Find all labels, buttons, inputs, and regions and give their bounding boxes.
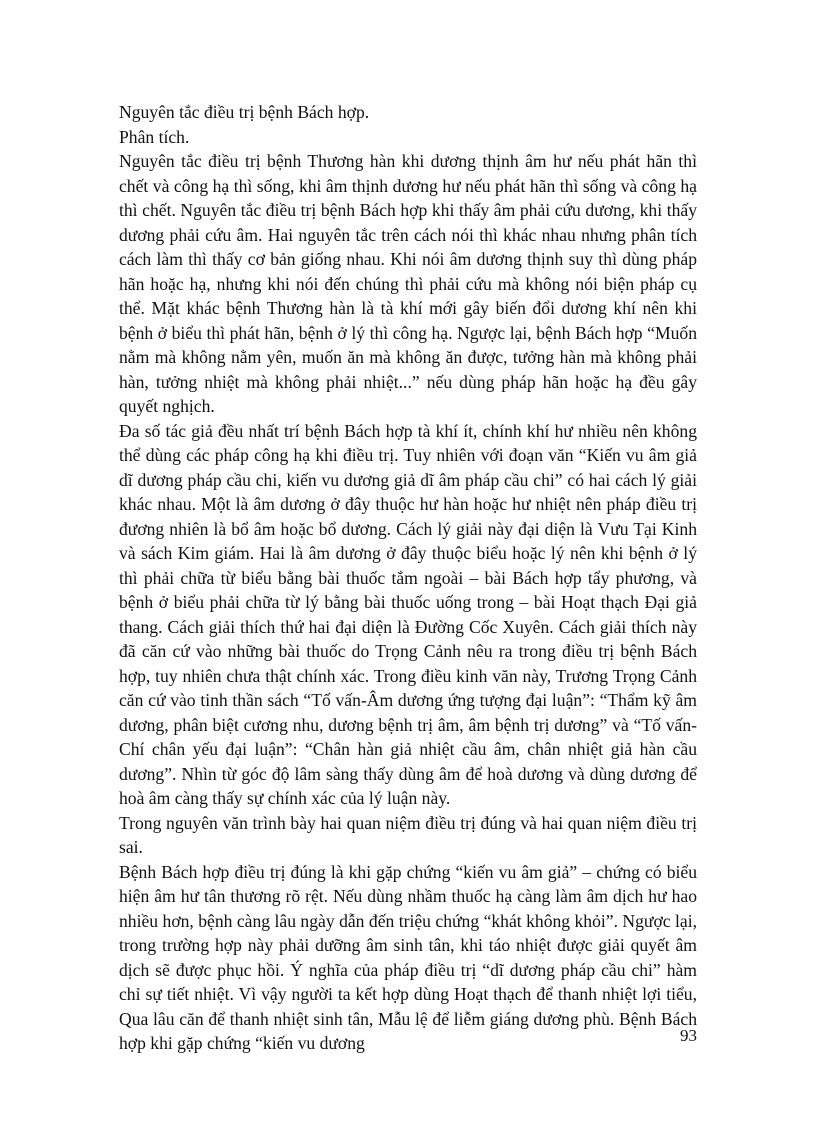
section-heading: Nguyên tắc điều trị bệnh Bách hợp. — [119, 102, 370, 122]
section-subheading: Phân tích. — [119, 126, 190, 147]
paragraph: Đa số tác giả đều nhất trí bệnh Bách hợp tà khí ít, chính khí hư nhiều nên không thể dùng các pháp công hạ khi điều trị. Tuy nhiên với đoạn văn “Kiến vu âm giả dĩ dương pháp cầu chi, kiến vu dương giả dĩ âm pháp cầu chi” có hai cách lý giải khác nhau. Một là âm dương ở đây thuộc hư hàn hoặc hư nhiệt nên pháp điều trị đương nhiên là bổ âm hoặc bổ dương. Cách lý giải này đại diện là Vưu Tại Kinh và sách Kim giám. Hai là âm dương ở đây thuộc biểu hoặc lý nên khi bệnh ở lý thì phải chữa từ biểu bằng bài thuốc tắm ngoài – bài Bách hợp tẩy phương, và bệnh ở biểu phải chữa từ lý bằng bài thuốc uống trong – bài Hoạt thạch Đại giả thang. Cách giải thích thứ hai đại diện là Đường Cốc Xuyên. Cách giải thích này đã căn cứ vào những bài thuốc do Trọng Cảnh nêu ra trong điều trị bệnh Bách hợp, tuy nhiên chưa thật chính xác. Trong điều kinh văn này, Trương Trọng Cảnh căn cứ vào tinh thần sách “Tố vấn-Âm dương ứng tượng đại luận”: “Thẩm kỹ âm dương, phân biệt cương nhu, dương bệnh trị âm, âm bệnh trị dương” và “Tố vấn-Chí chân yếu đại luận”: “Chân hàn giả nhiệt cầu âm, chân nhiệt giả hàn cầu dương”. Nhìn từ góc độ lâm sàng thấy dùng âm để hoà dương và dùng dương để hoà âm càng thấy sự chính xác của lý luận này. — [119, 420, 697, 808]
document-body — [119, 100, 697, 1056]
paragraph: Nguyên tắc điều trị bệnh Thương hàn khi dương thịnh âm hư nếu phát hãn thì chết và công hạ thì sống, khi âm thịnh dương hư nếu phát hãn thì sống và công hạ thì chết. Nguyên tắc điều trị bệnh Bách hợp khi thấy âm phải cứu dương, khi thấy dương phải cứu âm. Hai nguyên tắc trên cách nói thì khác nhau nhưng phân tích cách làm thì thấy cơ bản giống nhau. Khi nói âm dương thịnh suy thì dùng pháp hãn hoặc hạ, nhưng khi nói đến chúng thì phải cứu mà không nói biện pháp cụ thể. Mặt khác bệnh Thương hàn là tà khí mới gây biến đổi dương khí nên khi bệnh ở biểu thì phát hãn, bệnh ở lý thì công hạ. Ngược lại, bệnh Bách hợp “Muốn nằm mà không nằm yên, muốn ăn mà không ăn được, tưởng hàn mà không phải hàn, tưởng nhiệt mà không phải nhiệt...” nếu dùng pháp hãn hoặc hạ đều gây quyết nghịch. — [119, 151, 697, 416]
paragraph: Trong nguyên văn trình bày hai quan niệm điều trị đúng và hai quan niệm điều trị sai. — [119, 812, 697, 857]
paragraph: Bệnh Bách hợp điều trị đúng là khi gặp chứng “kiến vu âm giả” – chứng có biểu hiện âm hư tân thương rõ rệt. Nếu dùng nhầm thuốc hạ càng làm âm dịch hư hao nhiều hơn, bệnh càng lâu ngày dẫn đến triệu chứng “khát không khỏi”. Ngược lại, trong trường hợp này phải dưỡng âm sinh tân, khi táo nhiệt được giải quyết âm dịch sẽ được phục hồi. Ý nghĩa của pháp điều trị “dĩ dương pháp cầu chi” hàm chỉ sự tiết nhiệt. Vì vậy người ta kết hợp dùng Hoạt thạch để thanh nhiệt lợi tiểu, Qua lâu căn để thanh nhiệt sinh tân, Mẫu lệ để liễm giáng dương phù. Bệnh Bách hợp khi gặp chứng “kiến vu dương — [119, 861, 697, 1053]
page-number: 93 — [680, 1026, 697, 1045]
